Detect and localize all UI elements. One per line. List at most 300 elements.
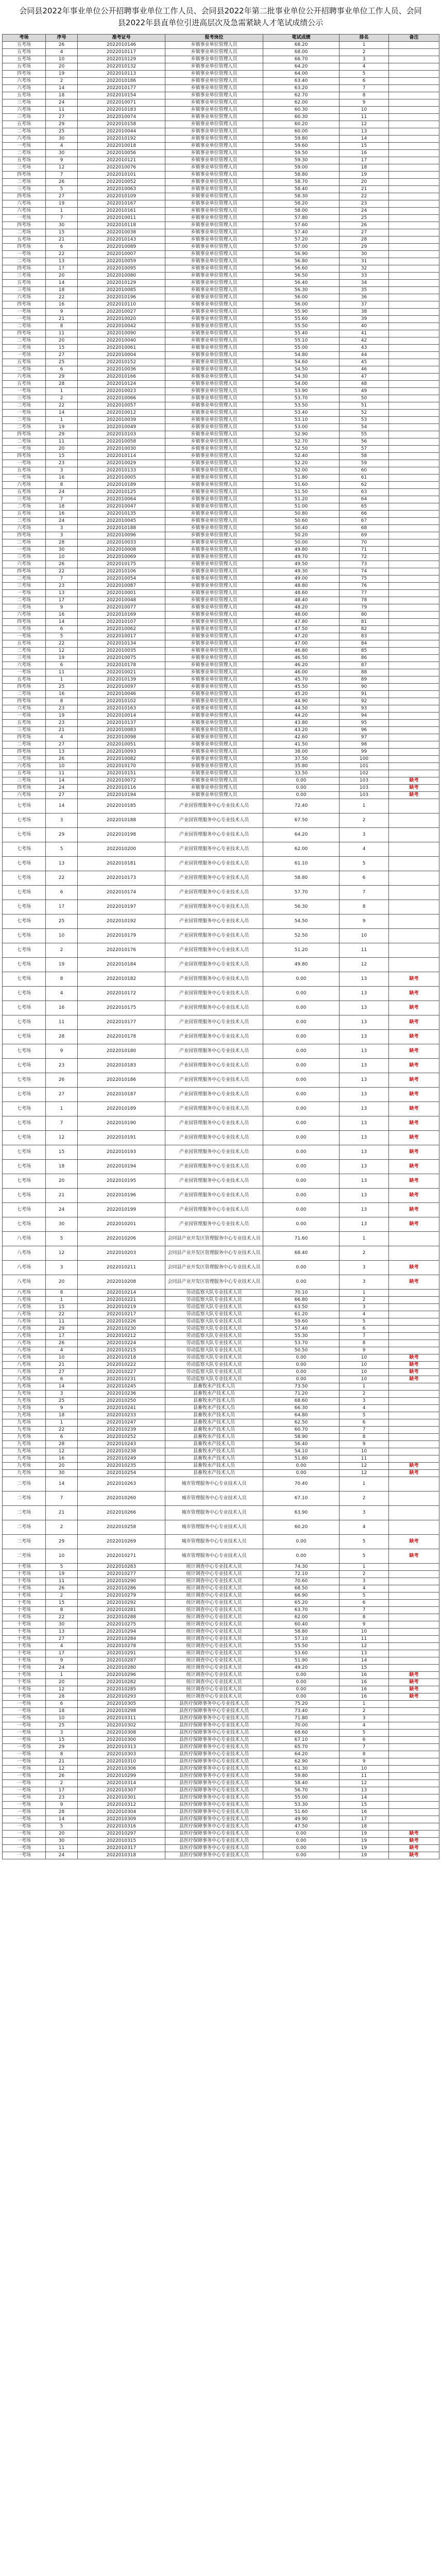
cell-remark: 缺考 [389,1369,439,1376]
cell-seat-no: 8 [46,1290,78,1297]
cell-ticket-no: 2022010196 [78,294,165,301]
cell-rank: 6 [340,1419,389,1427]
cell-score: 65.70 [263,1744,340,1751]
cell-score: 46.00 [263,669,340,676]
cell-ticket-no: 2022010103 [78,431,165,438]
cell-ticket-no: 2022010222 [78,1362,165,1369]
cell-score: 64.00 [263,71,340,78]
cell-ticket-no: 2022010203 [78,1246,165,1261]
table-row [3,1391,439,1398]
cell-exam-room: 五考场 [3,770,46,777]
cell-exam-room: 一考场 [3,410,46,417]
cell-seat-no: 3 [46,1730,78,1737]
cell-position: 乡镇事业单位管理人员 [165,186,263,193]
table-row [3,374,439,381]
cell-score: 46.20 [263,662,340,669]
table-row [3,1823,439,1831]
cell-ticket-no: 2022010052 [78,179,165,186]
cell-rank: 103 [340,792,389,799]
cell-rank: 13 [340,1030,389,1044]
cell-seat-no: 18 [46,92,78,99]
cell-exam-room: 七考场 [3,1189,46,1203]
cell-seat-no: 26 [46,42,78,49]
cell-rank: 74 [340,568,389,575]
cell-position: 县畜牧水产技术人员 [165,1405,263,1412]
cell-rank: 10 [340,1766,389,1773]
cell-remark: 缺考 [389,1030,439,1044]
cell-seat-no: 11 [46,1845,78,1852]
cell-score: 44.20 [263,713,340,720]
cell-rank: 88 [340,669,389,676]
cell-rank: 36 [340,294,389,301]
cell-position: 乡镇事业单位管理人员 [165,684,263,691]
cell-position: 乡镇事业单位管理人员 [165,734,263,741]
cell-seat-no: 6 [46,1701,78,1708]
cell-position: 乡镇事业单位管理人员 [165,388,263,395]
cell-seat-no: 30 [46,222,78,229]
cell-position: 劳动监察大队专业技术人员 [165,1304,263,1311]
table-row [3,143,439,150]
cell-ticket-no: 2022010196 [78,1189,165,1203]
cell-rank: 9 [340,914,389,929]
cell-score: 50.60 [263,518,340,525]
cell-seat-no: 26 [46,561,78,568]
cell-exam-room: 十考场 [3,1636,46,1643]
cell-score: 57.40 [263,1326,340,1333]
cell-seat-no: 18 [46,1708,78,1715]
cell-score: 55.00 [263,345,340,352]
cell-score: 58.80 [263,172,340,179]
cell-score: 59.00 [263,164,340,172]
cell-rank: 50 [340,395,389,402]
cell-position: 乡镇事业单位管理人员 [165,640,263,648]
cell-ticket-no: 2022010036 [78,366,165,374]
cell-score: 0.00 [263,1686,340,1693]
cell-rank: 24 [340,208,389,215]
cell-seat-no: 21 [46,236,78,244]
cell-exam-room: 三考场 [3,626,46,633]
cell-seat-no: 30 [46,1217,78,1232]
cell-exam-room: 二考场 [3,1492,46,1506]
cell-exam-room: 八考场 [3,1362,46,1369]
cell-exam-room: 四考场 [3,244,46,251]
cell-rank: 3 [340,1275,389,1290]
cell-exam-room: 七考场 [3,943,46,958]
cell-seat-no: 6 [46,886,78,900]
cell-rank: 87 [340,662,389,669]
cell-ticket-no: 2022010124 [78,381,165,388]
cell-exam-room: 三考场 [3,395,46,402]
cell-position: 乡镇事业单位管理人员 [165,229,263,236]
cell-exam-room: 十考场 [3,1614,46,1621]
cell-position: 产业园管理服务中心专业技术人员 [165,900,263,914]
cell-rank: 45 [340,359,389,366]
table-row [3,1650,439,1657]
table-row [3,1607,439,1614]
cell-rank: 90 [340,684,389,691]
cell-remark [389,1340,439,1347]
cell-score: 55.50 [263,323,340,330]
cell-score: 52.40 [263,453,340,460]
cell-rank: 13 [340,1203,389,1217]
table-row [3,662,439,669]
cell-seat-no: 10 [46,929,78,943]
table-row [3,1073,439,1088]
cell-ticket-no: 2022010177 [78,1015,165,1030]
cell-ticket-no: 2022010035 [78,648,165,655]
table-row [3,1816,439,1823]
cell-ticket-no: 2022010095 [78,265,165,273]
cell-score: 70.40 [263,1477,340,1492]
cell-score: 0.00 [263,1001,340,1015]
cell-score: 51.20 [263,496,340,503]
table-row [3,987,439,1001]
cell-exam-room: 七考场 [3,1001,46,1015]
table-row [3,208,439,215]
cell-rank: 15 [340,1665,389,1672]
cell-remark [389,1391,439,1398]
cell-remark [389,229,439,236]
cell-score: 71.60 [263,1232,340,1246]
cell-exam-room: 二考场 [3,1520,46,1535]
cell-score: 49.50 [263,561,340,568]
cell-score: 56.40 [263,1441,340,1448]
cell-position: 乡镇事业单位管理人员 [165,583,263,590]
cell-rank: 46 [340,366,389,374]
cell-remark [389,1506,439,1520]
cell-ticket-no: 2022010001 [78,590,165,597]
cell-position: 乡镇事业单位管理人员 [165,532,263,539]
cell-position: 县医疗保障事务中心专业技术人员 [165,1701,263,1708]
cell-rank: 22 [340,193,389,200]
cell-ticket-no: 2022010023 [78,388,165,395]
cell-score: 75.20 [263,1701,340,1708]
cell-seat-no: 15 [46,345,78,352]
cell-score: 58.90 [263,1434,340,1441]
cell-score: 58.80 [263,871,340,886]
cell-position: 乡镇事业单位管理人员 [165,669,263,676]
table-row [3,482,439,489]
cell-rank: 3 [340,1578,389,1585]
cell-rank: 13 [340,1650,389,1657]
table-row [3,619,439,626]
cell-score: 47.50 [263,1823,340,1831]
cell-ticket-no: 2022010066 [78,395,165,402]
cell-ticket-no: 2022010182 [78,972,165,987]
cell-rank: 102 [340,770,389,777]
cell-ticket-no: 2022010317 [78,1845,165,1852]
cell-score: 43.80 [263,720,340,727]
cell-seat-no: 1 [46,388,78,395]
cell-score: 50.00 [263,539,340,547]
cell-seat-no: 29 [46,1744,78,1751]
cell-position: 乡镇事业单位管理人员 [165,511,263,518]
cell-score: 58.80 [263,1629,340,1636]
cell-exam-room: 一考场 [3,1722,46,1730]
cell-seat-no: 9 [46,157,78,164]
cell-remark [389,799,439,814]
cell-ticket-no: 2022010311 [78,1715,165,1722]
cell-position: 乡镇事业单位管理人员 [165,698,263,705]
cell-rank: 31 [340,258,389,265]
cell-position: 劳动监察大队专业技术人员 [165,1376,263,1383]
table-row [3,186,439,193]
cell-rank: 30 [340,251,389,258]
cell-exam-room: 七考场 [3,914,46,929]
cell-score: 55.40 [263,330,340,337]
cell-seat-no: 16 [46,1001,78,1015]
cell-score: 62.50 [263,1419,340,1427]
cell-exam-room: 五考场 [3,720,46,727]
cell-position: 乡镇事业单位管理人员 [165,172,263,179]
cell-seat-no: 5 [46,186,78,193]
cell-score: 53.40 [263,410,340,417]
cell-score: 57.20 [263,236,340,244]
cell-remark [389,294,439,301]
cell-position: 乡镇事业单位管理人员 [165,662,263,669]
cell-position: 劳动监察大队专业技术人员 [165,1333,263,1340]
cell-exam-room: 一考场 [3,1831,46,1838]
cell-score: 0.00 [263,1362,340,1369]
cell-remark [389,157,439,164]
cell-rank: 10 [340,1362,389,1369]
cell-seat-no: 15 [46,1737,78,1744]
cell-ticket-no: 2022010113 [78,71,165,78]
cell-exam-room: 五考场 [3,511,46,518]
cell-seat-no: 25 [46,1398,78,1405]
cell-rank: 1 [340,1564,389,1571]
table-row [3,1116,439,1131]
cell-exam-room: 二考场 [3,539,46,547]
cell-exam-room: 七考场 [3,799,46,814]
cell-ticket-no: 2022010057 [78,402,165,410]
cell-remark [389,424,439,431]
cell-rank: 6 [340,1326,389,1333]
cell-score: 59.80 [263,1773,340,1780]
cell-remark [389,143,439,150]
cell-position: 县畜牧水产技术人员 [165,1427,263,1434]
table-row [3,1564,439,1571]
cell-exam-room: 一考场 [3,1701,46,1708]
cell-position: 乡镇事业单位管理人员 [165,49,263,56]
cell-ticket-no: 2022010269 [78,1535,165,1549]
cell-exam-room: 十考场 [3,1571,46,1578]
cell-score: 52.00 [263,467,340,474]
cell-seat-no: 24 [46,99,78,107]
cell-exam-room: 八考场 [3,1340,46,1347]
table-row [3,741,439,749]
table-row [3,1751,439,1758]
table-row [3,1506,439,1520]
cell-ticket-no: 2022010299 [78,1773,165,1780]
cell-ticket-no: 2022010071 [78,99,165,107]
cell-ticket-no: 2022010049 [78,424,165,431]
cell-seat-no: 4 [46,734,78,741]
cell-exam-room: 九考场 [3,1419,46,1427]
cell-position: 县医疗保障事务中心专业技术人员 [165,1773,263,1780]
cell-rank: 2 [340,49,389,56]
cell-seat-no: 19 [46,424,78,431]
cell-seat-no: 25 [46,684,78,691]
cell-position: 乡镇事业单位管理人员 [165,741,263,749]
cell-seat-no: 22 [46,568,78,575]
cell-seat-no: 15 [46,229,78,236]
cell-seat-no: 1 [46,208,78,215]
cell-score: 0.00 [263,1470,340,1477]
cell-seat-no: 22 [46,640,78,648]
cell-remark [389,1751,439,1758]
cell-score: 53.10 [263,417,340,424]
header-exam-room: 考场 [3,35,46,42]
cell-score: 47.80 [263,619,340,626]
cell-position: 乡镇事业单位管理人员 [165,143,263,150]
cell-ticket-no: 2022010175 [78,561,165,568]
cell-position: 劳动监察大队专业技术人员 [165,1347,263,1354]
table-row [3,842,439,857]
table-row [3,1535,439,1549]
cell-score: 58.20 [263,200,340,208]
cell-score: 48.40 [263,597,340,604]
cell-seat-no: 4 [46,987,78,1001]
cell-score: 0.00 [263,1463,340,1470]
cell-remark [389,352,439,359]
cell-score: 59.80 [263,135,340,143]
table-row [3,424,439,431]
cell-remark [389,431,439,438]
cell-seat-no: 16 [46,612,78,619]
cell-position: 乡镇事业单位管理人员 [165,749,263,756]
cell-rank: 2 [340,1297,389,1304]
cell-remark [389,251,439,258]
cell-remark [389,1383,439,1391]
cell-exam-room: 四考场 [3,265,46,273]
cell-rank: 6 [340,1600,389,1607]
table-row [3,1643,439,1650]
cell-exam-room: 九考场 [3,1463,46,1470]
cell-remark [389,1715,439,1722]
cell-score: 63.50 [263,1304,340,1311]
table-row [3,316,439,323]
cell-remark [389,417,439,424]
cell-remark [389,1578,439,1585]
table-row [3,828,439,842]
cell-score: 53.50 [263,402,340,410]
table-row [3,633,439,640]
cell-rank: 4 [340,63,389,71]
cell-exam-room: 一考场 [3,1773,46,1780]
cell-score: 57.70 [263,886,340,900]
table-row [3,92,439,99]
cell-ticket-no: 2022010033 [78,539,165,547]
cell-remark: 缺考 [389,1838,439,1845]
cell-rank: 13 [340,1059,389,1073]
cell-remark [389,287,439,294]
cell-exam-room: 八考场 [3,1318,46,1326]
cell-score: 62.70 [263,92,340,99]
cell-ticket-no: 2022010038 [78,229,165,236]
cell-seat-no: 29 [46,374,78,381]
cell-remark [389,1304,439,1311]
cell-score: 61.20 [263,1311,340,1318]
cell-remark [389,518,439,525]
cell-seat-no: 1 [46,417,78,424]
table-row [3,1189,439,1203]
cell-remark [389,1802,439,1809]
cell-rank: 47 [340,374,389,381]
cell-rank: 100 [340,756,389,763]
table-row [3,734,439,741]
cell-remark [389,871,439,886]
cell-seat-no: 1 [46,1102,78,1116]
cell-rank: 19 [340,1845,389,1852]
cell-exam-room: 三考场 [3,604,46,612]
table-row [3,1722,439,1730]
cell-ticket-no: 2022010243 [78,1441,165,1448]
cell-seat-no: 12 [46,1766,78,1773]
cell-remark [389,763,439,770]
cell-exam-room: 十考场 [3,1592,46,1600]
cell-score: 0.00 [263,1059,340,1073]
cell-rank: 39 [340,316,389,323]
cell-exam-room: 二考场 [3,1549,46,1564]
cell-seat-no: 26 [46,1585,78,1592]
cell-exam-room: 七考场 [3,1030,46,1044]
cell-rank: 75 [340,575,389,583]
cell-remark [389,525,439,532]
cell-exam-room: 七考场 [3,1073,46,1088]
cell-seat-no: 17 [46,900,78,914]
cell-position: 统计调查中心专业技术人员 [165,1629,263,1636]
cell-rank: 98 [340,741,389,749]
cell-remark [389,749,439,756]
cell-ticket-no: 2022010184 [78,958,165,972]
cell-ticket-no: 2022010179 [78,929,165,943]
table-row [3,1232,439,1246]
table-row [3,1657,439,1665]
table-row [3,1701,439,1708]
cell-remark [389,1816,439,1823]
cell-remark [389,301,439,309]
cell-rank: 26 [340,222,389,229]
cell-score: 0.00 [263,1102,340,1116]
cell-seat-no: 30 [46,1838,78,1845]
cell-ticket-no: 2022010206 [78,1232,165,1246]
cell-ticket-no: 2022010194 [78,1160,165,1174]
table-row [3,1326,439,1333]
table-row [3,1715,439,1722]
cell-position: 县医疗保障事务中心专业技术人员 [165,1737,263,1744]
cell-exam-room: 四考场 [3,734,46,741]
cell-position: 乡镇事业单位管理人员 [165,309,263,316]
cell-seat-no: 11 [46,107,78,114]
cell-remark [389,662,439,669]
cell-exam-room: 八考场 [3,1347,46,1354]
cell-seat-no: 17 [46,1333,78,1340]
cell-ticket-no: 2022010258 [78,1520,165,1535]
cell-rank: 13 [340,1073,389,1088]
cell-seat-no: 12 [46,648,78,655]
cell-ticket-no: 2022010134 [78,640,165,648]
table-row [3,525,439,532]
cell-remark: 缺考 [389,1145,439,1160]
cell-exam-room: 四考场 [3,222,46,229]
cell-position: 乡镇事业单位管理人员 [165,648,263,655]
cell-seat-no: 12 [46,1448,78,1455]
cell-position: 县医疗保障事务中心专业技术人员 [165,1722,263,1730]
cell-remark [389,193,439,200]
cell-exam-room: 九考场 [3,1383,46,1391]
cell-remark [389,1441,439,1448]
